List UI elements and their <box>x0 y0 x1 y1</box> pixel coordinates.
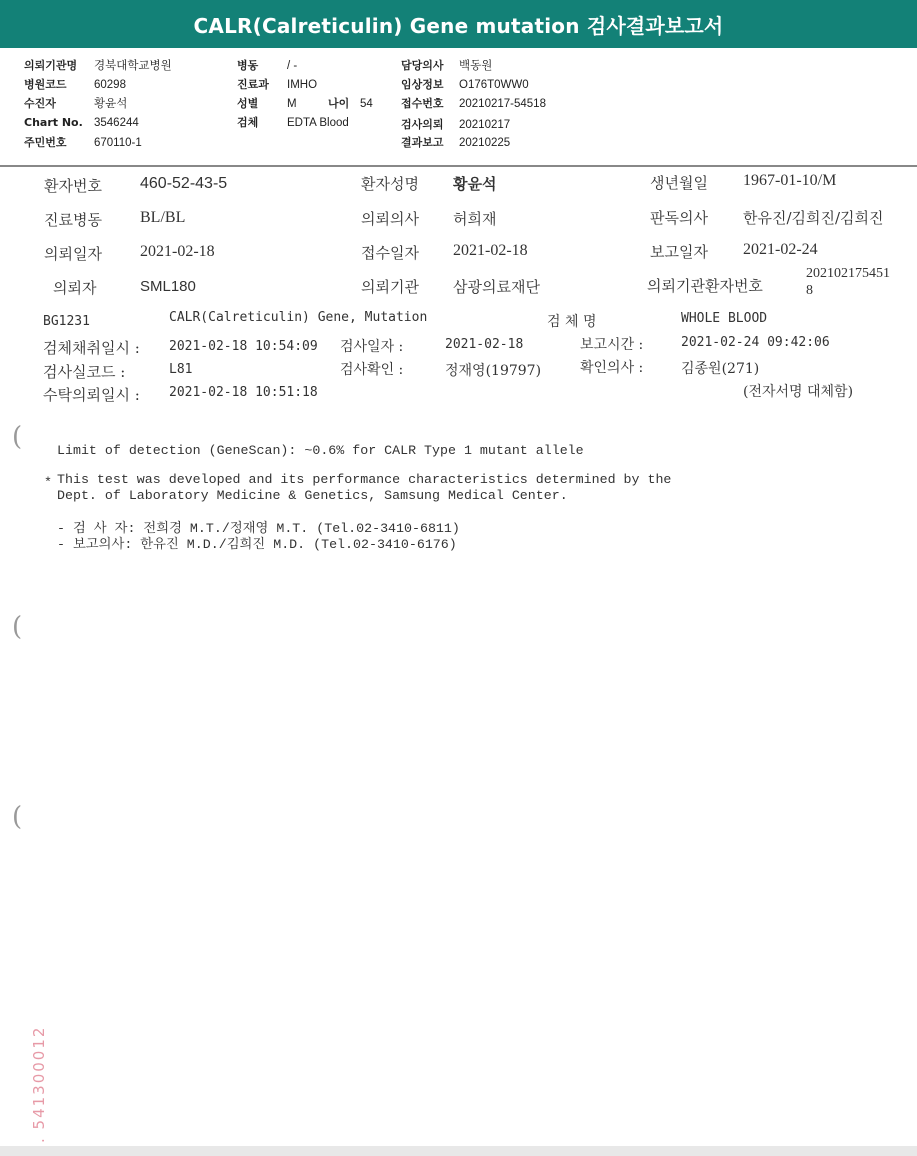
test-date-label: 검사일자 : <box>340 339 404 355</box>
patient-no-value: 460-52-43-5 <box>140 175 228 192</box>
ward-label: 진료병동 <box>44 211 102 229</box>
examiner-line: - 검 사 자: 전희경 M.T./정재영 M.T. (Tel.02-3410-6811) <box>57 521 460 536</box>
header-receipt-no: 접수번호 20210217-54518 <box>401 97 546 110</box>
specimen-label: 검 체 명 <box>547 314 597 330</box>
lab-code-value: L81 <box>169 362 193 377</box>
confirm-label: 검사확인 : <box>340 362 404 378</box>
ward-value: BL/BL <box>140 209 186 226</box>
lab-code-label: 검사실코드 : <box>43 363 126 381</box>
reading-doctor-label: 판독의사 <box>650 209 708 227</box>
requesting-doctor-value: 허희재 <box>453 210 497 228</box>
test-date-value: 2021-02-18 <box>445 337 524 352</box>
outsource-value: 2021-02-18 10:51:18 <box>169 385 318 400</box>
binder-hole-mark: ( <box>12 802 23 832</box>
request-date-value: 2021-02-18 <box>140 243 215 260</box>
requesting-institution-value: 삼광의료재단 <box>453 278 540 296</box>
specimen-value: WHOLE BLOOD <box>681 311 768 326</box>
requester-value: SML180 <box>140 278 196 295</box>
header-patient: 수진자 황윤석 <box>24 97 128 110</box>
institution-patient-no-value-2: 8 <box>806 283 813 298</box>
doctor-value: 김종원(271) <box>681 361 760 377</box>
document-stamp-number <box>22 1000 52 1145</box>
outsource-label: 수탁의뢰일시 : <box>43 386 140 404</box>
header-department: 진료과 IMHO <box>237 78 318 91</box>
header-sex: 성별 M <box>237 97 297 110</box>
header-attending: 담당의사 백동원 <box>401 59 493 72</box>
request-date-label: 의뢰일자 <box>44 245 102 263</box>
development-note-1: This test was developed and its performance characteristics determined by the <box>57 472 672 487</box>
patient-name-label: 환자성명 <box>361 175 419 193</box>
requesting-doctor-label: 의뢰의사 <box>361 210 419 228</box>
header-clinical-info: 임상정보 O176T0WW0 <box>401 78 529 91</box>
esign-note: (전자서명 대체함) <box>743 384 854 400</box>
header-age: 나이 54 <box>328 97 373 110</box>
report-date-label: 보고일자 <box>650 243 708 261</box>
bottom-edge <box>0 1146 917 1156</box>
requester-label: 의뢰자 <box>53 279 97 297</box>
test-name: CALR(Calreticulin) Gene, Mutation <box>169 310 428 325</box>
institution-patient-no-value-1: 202102175451 <box>806 266 890 281</box>
report-time-value: 2021-02-24 09:42:06 <box>681 335 830 350</box>
birth-label: 생년월일 <box>650 174 708 192</box>
binder-hole-mark: ( <box>12 612 23 642</box>
header-info <box>0 55 917 167</box>
report-title-bar <box>0 0 917 48</box>
note-bullet: * <box>44 475 52 490</box>
header-resident-no: 주민번호 670110-1 <box>24 136 142 149</box>
report-time-label: 보고시간 : <box>580 337 644 353</box>
doctor-label: 확인의사 : <box>580 360 644 376</box>
collect-label: 검체채취일시 : <box>43 339 140 357</box>
reading-doctor-value: 한유진/김희진/김희진 <box>743 209 884 227</box>
reporting-doctor-line: - 보고의사: 한유진 M.D./김희진 M.D. (Tel.02-3410-6176) <box>57 537 457 552</box>
detection-limit-text: Limit of detection (GeneScan): ~0.6% for CALR Type 1 mutant allele <box>57 443 584 458</box>
report-date-value: 2021-02-24 <box>743 241 818 258</box>
institution-patient-no-label: 의뢰기관환자번호 <box>647 277 763 295</box>
header-hospital-code: 병원코드 60298 <box>24 78 126 91</box>
receipt-date-label: 접수일자 <box>361 244 419 262</box>
receipt-date-value: 2021-02-18 <box>453 242 528 259</box>
patient-no-label: 환자번호 <box>44 177 102 195</box>
patient-name-value: 황윤석 <box>453 175 497 193</box>
confirm-value: 정재영(19797) <box>445 363 542 379</box>
test-code: BG1231 <box>43 314 90 329</box>
birth-value: 1967-01-10/M <box>743 172 837 189</box>
requesting-institution-label: 의뢰기관 <box>361 278 419 296</box>
header-ward: 병동 / - <box>237 59 298 72</box>
header-chart-no: Chart No. 3546244 <box>24 116 139 129</box>
header-institution: 의뢰기관명 경북대학교병원 <box>24 59 172 72</box>
development-note-2: Dept. of Laboratory Medicine & Genetics, Samsung Medical Center. <box>57 488 568 503</box>
header-request-date: 검사의뢰 20210217 <box>401 118 511 131</box>
stamp-text: . 541300012 <box>30 1025 48 1143</box>
binder-hole-mark: ( <box>12 422 23 452</box>
header-specimen: 검체 EDTA Blood <box>237 116 349 129</box>
header-report-date: 결과보고 20210225 <box>401 136 511 149</box>
report-title: CALR(Calreticulin) Gene mutation 검사결과보고서 <box>193 13 724 38</box>
collect-value: 2021-02-18 10:54:09 <box>169 339 318 354</box>
